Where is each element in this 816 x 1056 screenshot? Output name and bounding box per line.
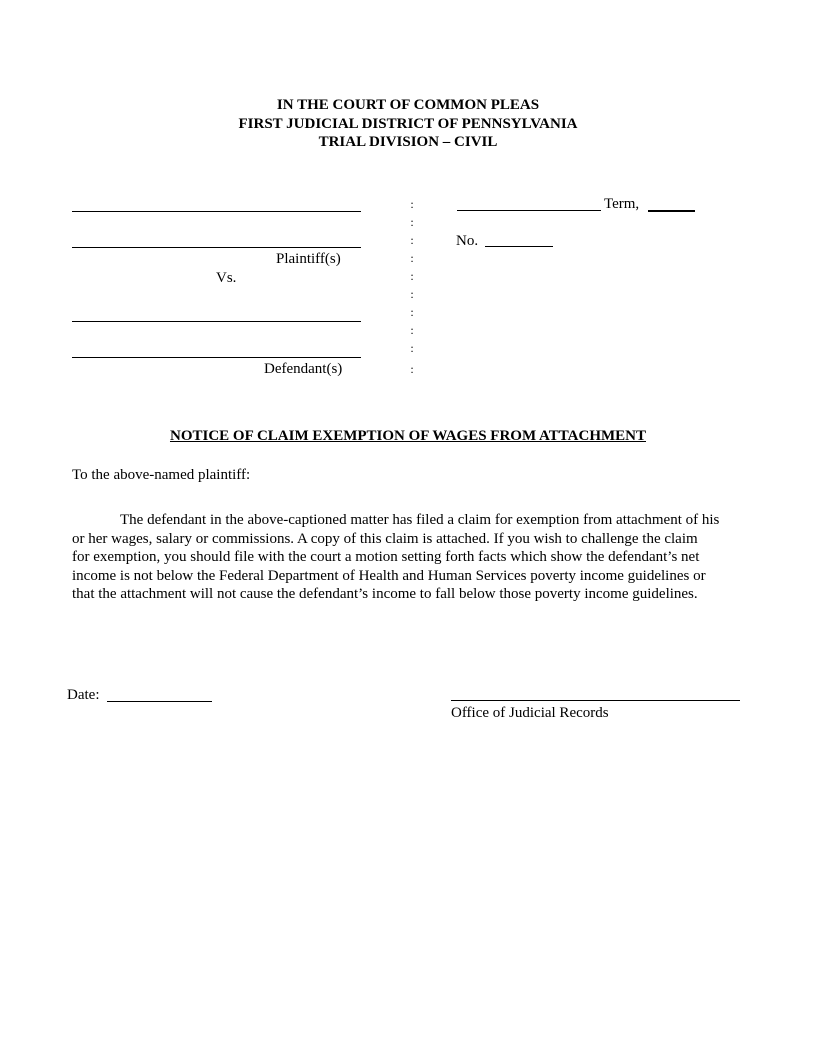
plaintiff-line-1[interactable] [72,211,361,212]
caption-colon: : [410,197,414,211]
plaintiff-label: Plaintiff(s) [276,251,341,267]
court-name: IN THE COURT OF COMMON PLEAS [276,97,540,113]
salutation: To the above-named plaintiff: [72,467,251,483]
term-year-blank[interactable] [648,210,695,212]
defendant-line-2[interactable] [72,357,361,358]
caption-colon: : [410,215,414,229]
caption-colon: : [410,269,414,283]
defendant-label: Defendant(s) [264,361,343,377]
plaintiff-line-2[interactable] [72,247,361,248]
caption-colon: : [410,305,414,319]
date-label: Date: [67,687,100,703]
notice-body [72,511,748,604]
caption-colon: : [410,251,414,265]
caption-colon: : [410,233,414,247]
date-blank[interactable] [107,701,212,702]
caption-colon: : [410,341,414,355]
caption-colon: : [410,287,414,301]
term-label: Term, [604,196,640,212]
versus-label: Vs. [216,270,237,286]
defendant-line-1[interactable] [72,321,361,322]
caption-colon: : [410,362,414,376]
body-line: The defendant in the above-captioned matter has filed a claim for exemption from attachment of his [120,512,720,528]
division-name: TRIAL DIVISION – CIVIL [318,134,498,150]
signature-line[interactable] [451,700,740,701]
notice-title: NOTICE OF CLAIM EXEMPTION OF WAGES FROM ATTACHMENT [169,428,646,444]
body-line: or her wages, salary or commissions. A copy of this claim is attached. If you wish to challenge the claim [72,530,698,547]
term-blank-1[interactable] [457,210,601,211]
signature-label: Office of Judicial Records [451,705,609,721]
body-line: for exemption, you should file with the court a motion setting forth facts which show the defendant’s net [72,549,700,565]
district-name: FIRST JUDICIAL DISTRICT OF PENNSYLVANIA [238,116,578,132]
body-line: that the attachment will not cause the defendant’s income to fall below those poverty income guidelines. [72,586,698,602]
number-blank[interactable] [485,246,553,247]
caption-colon: : [410,323,414,337]
number-label: No. [456,233,479,249]
body-line: income is not below the Federal Department of Health and Human Services poverty income guidelines or [72,567,706,584]
